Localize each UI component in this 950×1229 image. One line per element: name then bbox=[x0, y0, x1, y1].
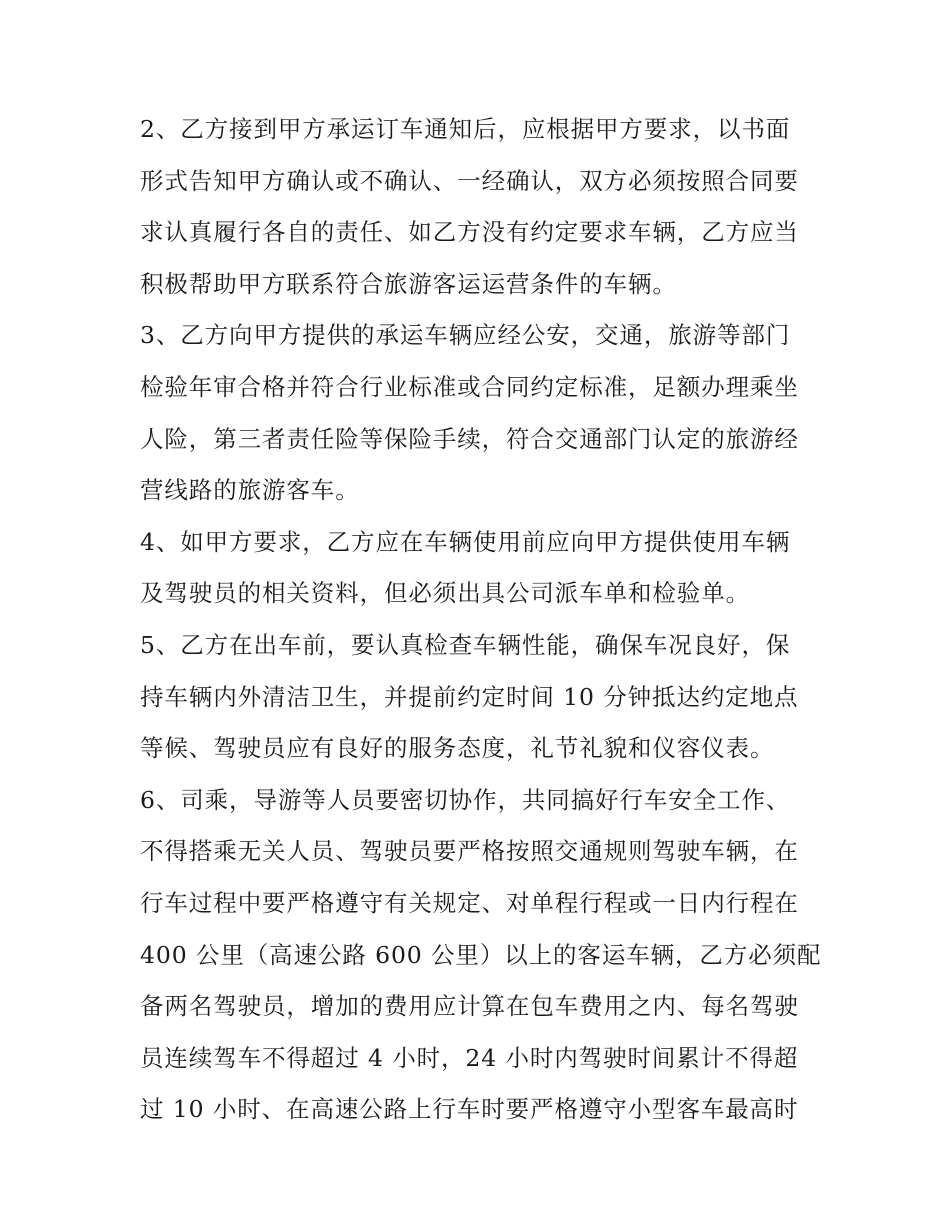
text-line: 形式告知甲方确认或不确认、一经确认，双方必须按照合同要 bbox=[140, 166, 799, 195]
text-line: 6、司乘，导游等人员要密切协作，共同搞好行车安全工作、 bbox=[140, 785, 791, 814]
text-line: 2、乙方接到甲方承运订车通知后，应根据甲方要求，以书面 bbox=[140, 115, 791, 143]
text-line: 等候、驾驶员应有良好的服务态度，礼节礼貌和仪容仪表。 bbox=[140, 734, 775, 763]
text-line: 检验年审合格并符合行业标准或合同约定标准，足额办理乘坐 bbox=[140, 372, 799, 401]
contract-body-text bbox=[140, 104, 820, 1136]
text-line: 及驾驶员的相关资料，但必须出具公司派车单和检验单。 bbox=[140, 579, 750, 608]
text-line: 3、乙方向甲方提供的承运车辆应经公安，交通，旅游等部门 bbox=[140, 321, 791, 350]
text-line: 过 10 小时、在高速公路上行车时要严格遵守小型客车最高时 bbox=[140, 1095, 799, 1124]
text-line: 备两名驾驶员，增加的费用应计算在包车费用之内、每名驾驶 bbox=[140, 992, 799, 1021]
text-line: 4、如甲方要求，乙方应在车辆使用前应向甲方提供使用车辆 bbox=[140, 527, 791, 556]
text-line: 5、乙方在出车前，要认真检查车辆性能，确保车况良好，保 bbox=[140, 630, 791, 659]
text-line: 员连续驾车不得超过 4 小时，24 小时内驾驶时间累计不得超 bbox=[140, 1043, 799, 1072]
text-line: 不得搭乘无关人员、驾驶员要严格按照交通规则驾驶车辆，在 bbox=[140, 837, 799, 866]
text-line: 积极帮助甲方联系符合旅游客运运营条件的车辆。 bbox=[140, 269, 677, 298]
text-line: 营线路的旅游客车。 bbox=[140, 476, 360, 505]
text-line: 400 公里（高速公路 600 公里）以上的客运车辆，乙方必须配 bbox=[140, 940, 822, 969]
text-line: 持车辆内外清洁卫生，并提前约定时间 10 分钟抵达约定地点 bbox=[140, 682, 799, 711]
text-line: 求认真履行各自的责任、如乙方没有约定要求车辆，乙方应当 bbox=[140, 218, 799, 247]
text-line: 行车过程中要严格遵守有关规定、对单程行程或一日内行程在 bbox=[140, 888, 799, 917]
text-line: 人险，第三者责任险等保险手续，符合交通部门认定的旅游经 bbox=[140, 424, 799, 453]
